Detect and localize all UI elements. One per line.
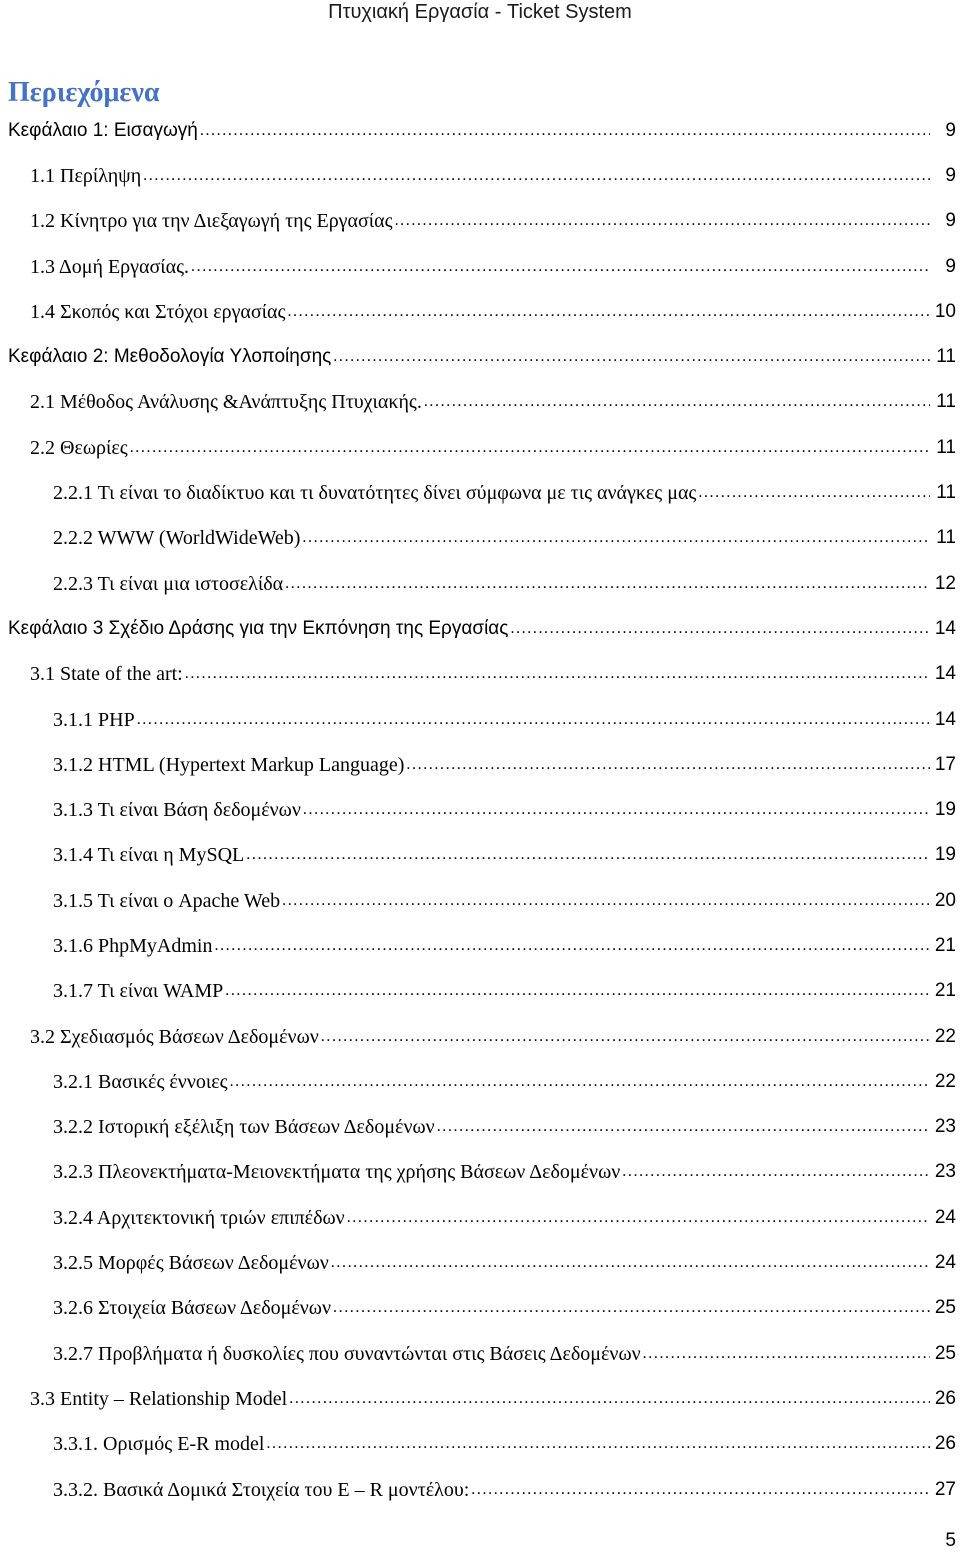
toc-entry-1-4[interactable] [0, 289, 960, 334]
toc-entry-page: 23 [934, 1116, 956, 1138]
dot-leader [406, 753, 930, 777]
toc-entry-page: 26 [934, 1433, 956, 1455]
toc-entry-3-1-7[interactable] [0, 969, 960, 1014]
toc-entry-page: 25 [934, 1342, 956, 1364]
toc-entry-page: 17 [934, 753, 956, 775]
toc-entry-text: 3.2.3 Πλεονεκτήματα-Μειονεκτήματα της χρήσης Βάσεων Δεδομένων [53, 1161, 621, 1184]
toc-entry-page: 21 [934, 934, 956, 956]
toc-entry-page: 14 [934, 617, 956, 639]
dot-leader [225, 979, 930, 1003]
dot-leader [510, 617, 930, 641]
toc-entry-page: 24 [934, 1206, 956, 1228]
toc-entry-2-2-2[interactable] [0, 516, 960, 561]
toc-entry-page: 22 [934, 1070, 956, 1092]
toc-entry-page: 24 [934, 1252, 956, 1274]
toc-entry-page: 11 [936, 527, 956, 549]
toc-entry-text: 2.2 Θεωρίες [30, 436, 128, 459]
dot-leader [395, 209, 930, 233]
toc-entry-text: 3.3.1. Ορισμός E-R model [53, 1433, 265, 1456]
toc-entry-3-1-5[interactable] [0, 878, 960, 923]
toc-entry-text: 2.2.3 Τι είναι μια ιστοσελίδα [53, 572, 284, 595]
toc-entry-page: 9 [945, 119, 956, 141]
toc-entry-text: 2.2.1 Τι είναι το διαδίκτυο και τι δυνατότητες δίνει σύμφωνα με τις ανάγκες μας [53, 482, 697, 505]
dot-leader [282, 889, 930, 913]
dot-leader [437, 1115, 930, 1139]
toc-entry-text: 3.2.4 Αρχιτεκτονική τριών επιπέδων [53, 1206, 345, 1229]
toc-entry-text: 3.2.5 Μορφές Βάσεων Δεδομένων [53, 1252, 329, 1275]
toc-entry-chapter-2[interactable] [0, 334, 960, 379]
toc-entry-3-1-3[interactable] [0, 787, 960, 832]
dot-leader [622, 1160, 930, 1184]
toc-entry-text: 3.1 State of the art: [30, 663, 183, 686]
toc-entry-page: 23 [934, 1161, 956, 1183]
dot-leader [302, 526, 930, 550]
toc-entry-page: 12 [934, 572, 956, 594]
toc-entry-text: 3.3.2. Βασικά Δομικά Στοιχεία του E – R μοντέλου: [53, 1478, 470, 1501]
toc-entry-3-2-1[interactable] [0, 1059, 960, 1104]
toc-entry-text: 3.1.5 Τι είναι ο Apache Web [53, 889, 281, 912]
toc-entry-page: 14 [934, 708, 956, 730]
toc-entry-page: 22 [934, 1025, 956, 1047]
toc-entry-2-2-3[interactable] [0, 561, 960, 606]
toc-entry-text: 3.3 Entity – Relationship Model [30, 1387, 288, 1410]
toc-entry-3-2-4[interactable] [0, 1195, 960, 1240]
toc-entry-page: 19 [934, 844, 956, 866]
toc-entry-3-3-1[interactable] [0, 1422, 960, 1467]
table-of-contents [0, 108, 960, 1512]
toc-entry-page: 11 [936, 391, 956, 413]
toc-entry-text: 3.1.6 PhpMyAdmin [53, 934, 213, 957]
dot-leader [137, 708, 930, 732]
toc-entry-text: 3.1.4 Τι είναι η MySQL [53, 844, 245, 867]
dot-leader [643, 1342, 930, 1366]
toc-entry-page: 10 [934, 300, 956, 322]
toc-entry-page: 11 [936, 482, 956, 504]
toc-entry-3-3-2[interactable] [0, 1467, 960, 1512]
toc-entry-page: 27 [934, 1478, 956, 1500]
toc-entry-page: 11 [936, 436, 956, 458]
dot-leader [214, 934, 930, 958]
toc-entry-3-2-7[interactable] [0, 1331, 960, 1376]
dot-leader [333, 345, 930, 369]
toc-entry-text: 3.2.1 Βασικές έννοιες [53, 1070, 228, 1093]
dot-leader [230, 1070, 930, 1094]
toc-entry-text: 1.3 Δομή Εργασίας. [30, 255, 190, 278]
toc-entry-text: 1.4 Σκοπός και Στόχοι εργασίας [30, 300, 286, 323]
toc-entry-1-1[interactable] [0, 153, 960, 198]
toc-entry-text: Κεφάλαιο 1: Εισαγωγή [8, 119, 198, 141]
dot-leader [424, 390, 930, 414]
dot-leader [285, 572, 930, 596]
toc-entry-3-1-1[interactable] [0, 697, 960, 742]
toc-entry-3-1-6[interactable] [0, 923, 960, 968]
toc-entry-3-2[interactable] [0, 1014, 960, 1059]
dot-leader [347, 1206, 930, 1230]
toc-entry-page: 9 [945, 255, 956, 277]
toc-entry-chapter-1[interactable] [0, 108, 960, 153]
toc-entry-text: 3.1.1 PHP [53, 708, 135, 731]
dot-leader [200, 119, 930, 143]
toc-entry-text: Κεφάλαιο 2: Μεθοδολογία Υλοποίησης [8, 346, 332, 368]
dot-leader [266, 1432, 930, 1456]
toc-entry-page: 26 [934, 1387, 956, 1409]
toc-entry-text: 2.1 Μέθοδος Ανάλυσης &Ανάπτυξης Πτυχιακής. [30, 391, 422, 414]
dot-leader [321, 1025, 930, 1049]
dot-leader [698, 481, 930, 505]
toc-entry-page: 19 [934, 799, 956, 821]
toc-entry-page: 9 [945, 210, 956, 232]
dot-leader [331, 1251, 930, 1275]
toc-entry-text: 3.2.7 Προβλήματα ή δυσκολίες που συναντώνται στις Βάσεις Δεδομένων [53, 1342, 641, 1365]
toc-entry-page: 21 [934, 980, 956, 1002]
toc-entry-3-3[interactable] [0, 1376, 960, 1421]
dot-leader [471, 1478, 930, 1502]
toc-title: Περιεχόμενα [8, 77, 160, 108]
toc-entry-text: 2.2.2 WWW (WorldWideWeb) [53, 527, 301, 550]
toc-entry-page: 11 [936, 346, 956, 368]
page-number: 5 [945, 1530, 956, 1551]
toc-entry-2-2-1[interactable] [0, 470, 960, 515]
toc-entry-1-2[interactable] [0, 199, 960, 244]
dot-leader [246, 843, 930, 867]
toc-entry-2-1[interactable] [0, 380, 960, 425]
dot-leader [303, 798, 930, 822]
running-header: Πτυχιακή Εργασία - Ticket System [328, 1, 632, 23]
dot-leader [287, 300, 930, 324]
toc-entry-text: 3.2.6 Στοιχεία Βάσεων Δεδομένων [53, 1297, 331, 1320]
toc-entry-3-2-6[interactable] [0, 1286, 960, 1331]
dot-leader [191, 255, 930, 279]
toc-entry-text: Κεφάλαιο 3 Σχέδιο Δράσης για την Εκπόνηση της Εργασίας [8, 617, 509, 639]
dot-leader [185, 662, 930, 686]
toc-entry-text: 3.1.3 Τι είναι Βάση δεδομένων [53, 799, 301, 822]
toc-entry-3-2-2[interactable] [0, 1105, 960, 1150]
toc-entry-text: 1.2 Κίνητρο για την Διεξαγωγή της Εργασίας [30, 210, 393, 233]
toc-entry-text: 1.1 Περίληψη [30, 164, 142, 187]
toc-entry-page: 25 [934, 1297, 956, 1319]
toc-entry-chapter-3[interactable] [0, 606, 960, 651]
toc-entry-text: 3.1.2 HTML (Hypertext Markup Language) [53, 753, 405, 776]
toc-entry-3-1-2[interactable] [0, 742, 960, 787]
toc-entry-text: 3.2 Σχεδιασμός Βάσεων Δεδομένων [30, 1025, 319, 1048]
toc-entry-2-2[interactable] [0, 425, 960, 470]
toc-entry-3-1-4[interactable] [0, 833, 960, 878]
toc-entry-text: 3.2.2 Ιστορική εξέλιξη των Βάσεων Δεδομένων [53, 1116, 435, 1139]
toc-entry-page: 20 [934, 889, 956, 911]
toc-entry-3-2-3[interactable] [0, 1150, 960, 1195]
toc-entry-text: 3.1.7 Τι είναι WAMP [53, 980, 224, 1003]
toc-entry-3-2-5[interactable] [0, 1240, 960, 1285]
toc-entry-1-3[interactable] [0, 244, 960, 289]
toc-entry-page: 9 [945, 164, 956, 186]
dot-leader [143, 164, 930, 188]
dot-leader [130, 436, 930, 460]
dot-leader [333, 1296, 930, 1320]
dot-leader [289, 1387, 930, 1411]
toc-entry-3-1[interactable] [0, 652, 960, 697]
toc-entry-page: 14 [934, 663, 956, 685]
